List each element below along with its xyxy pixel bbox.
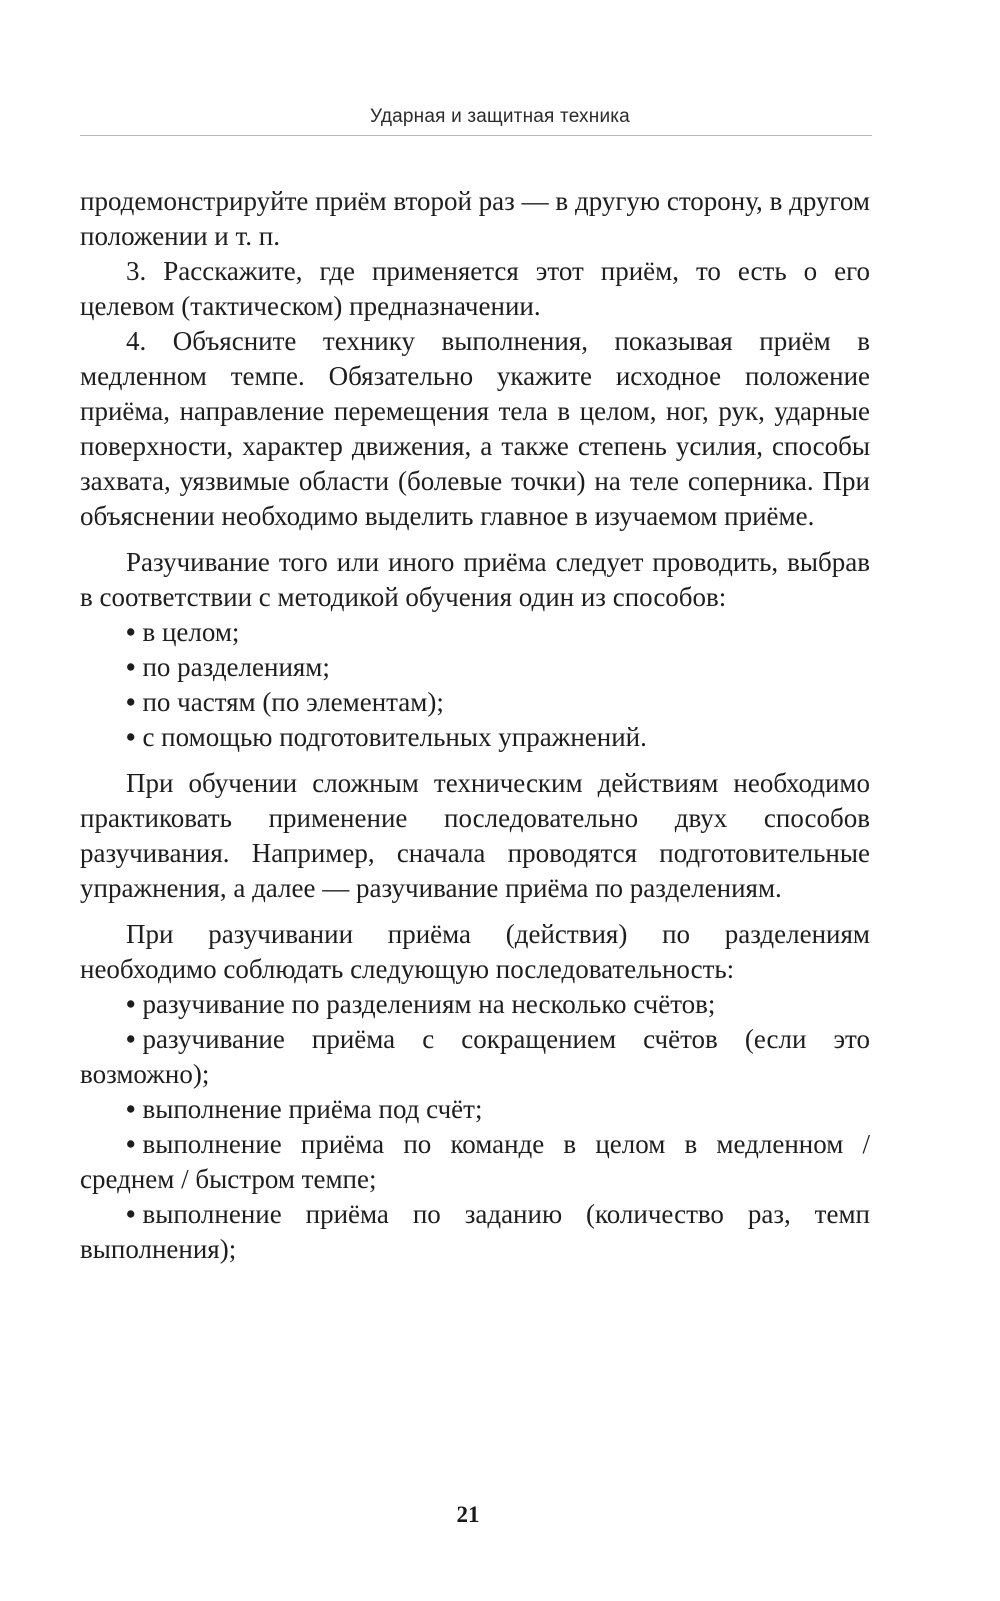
- numbered-paragraph-3: 3. Расскажите, где применяется этот приём, то есть о его целевом (тактическом) предназначении.: [80, 256, 870, 321]
- list-item: • выполнение приёма по команде в целом в медленном / среднем / быстром темпе;: [80, 1127, 870, 1197]
- header-divider: [80, 135, 872, 136]
- body-text: [80, 184, 870, 1267]
- paragraph: При обучении сложным техническим действиям необходимо практиковать применение последовательно двух способов разучивания. Например, сначала проводятся подготовительные упражнения, а далее — разучивание приёма по разделениям.: [80, 768, 870, 903]
- numbered-paragraph-4: 4. Объясните технику выполнения, показывая приём в медленном темпе. Обязательно укажите исходное положение приёма, направление перемещения тела в целом, ног, рук, ударные поверхности, характер движения, а также степень усилия, способы захвата, уязвимые области (болевые точки) на теле соперника. При объяснении необходимо выделить главное в изучаемом приёме.: [80, 326, 870, 531]
- list-item: • выполнение приёма по заданию (количество раз, темп выполнения);: [80, 1197, 870, 1267]
- list-item: • разучивание по разделениям на несколько счётов;: [80, 987, 870, 1022]
- list-item: • выполнение приёма под счёт;: [80, 1092, 870, 1127]
- list-item: • по частям (по элементам);: [80, 685, 870, 720]
- list-item: • разучивание приёма с сокращением счётов (если это возможно);: [80, 1022, 870, 1092]
- paragraph: продемонстрируйте приём второй раз — в другую сторону, в другом положении и т. п.: [80, 186, 870, 251]
- list-item: • с помощью подготовительных упражнений.: [80, 720, 870, 755]
- page-number: 21: [456, 1502, 480, 1527]
- list-item: • в целом;: [80, 615, 870, 650]
- running-header: Ударная и защитная техника: [370, 106, 630, 127]
- list-item: • по разделениям;: [80, 650, 870, 685]
- paragraph: Разучивание того или иного приёма следует проводить, выбрав в соответствии с методикой обучения один из способов:: [80, 547, 870, 612]
- paragraph: При разучивании приёма (действия) по разделениям необходимо соблюдать следующую последовательность:: [80, 919, 870, 984]
